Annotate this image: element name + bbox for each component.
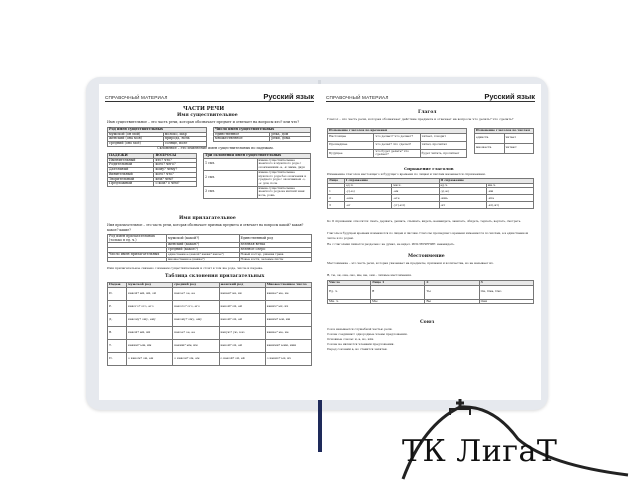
- table-cell: -ешь: [345, 195, 392, 202]
- conjugation-exceptions: Ко II спряжению относятся: гнать, держать, дышать, слышать, видеть, ненавидеть, зависеть, обидеть, терпеть, вертеть, смотреть.: [327, 219, 522, 223]
- table-cell: какой? ой, ей: [219, 300, 265, 313]
- left-page: [99, 84, 320, 400]
- table-cell: В.: [108, 326, 127, 339]
- table-cell: каким? ым, им: [127, 339, 173, 352]
- table-cell: 2: [328, 195, 345, 202]
- table-cell: I спряжение: [345, 179, 440, 184]
- tense-note: Глаголы в будущем времени изменяются по лицам и числам. Глаголы прошедшего времени изменяются по числам, а в единственном числе и по родам.: [327, 231, 529, 240]
- conjugation-note: Изменение глаголов настоящего и будущего времени по лицам и числам называется спряжением.: [327, 172, 486, 176]
- conjugation-title: Спряжение глаголов: [404, 166, 454, 171]
- table-cell: 3: [328, 202, 345, 209]
- table-cell: какой? ой, ей: [219, 339, 265, 352]
- table-cell: реки, дома: [270, 137, 311, 142]
- table-cell: Лицо: [328, 179, 345, 184]
- case-table: [107, 153, 197, 187]
- table-cell: мужской (он мой): [108, 132, 164, 137]
- table-cell: Винительный: [108, 172, 154, 177]
- verb-definition: Глагол – это часть речи, которая обозначает действие предмета и отвечает на вопросы что делать? что сделать?: [327, 117, 514, 121]
- conjugation-table: [327, 178, 534, 209]
- table-cell: Они: [479, 299, 533, 304]
- ne-note: Не с глаголами пишется раздельно: не думал, не видел. ИСКЛЮЧЕНИЕ: ненавидеть.: [327, 242, 455, 246]
- table-cell: Единственный род: [239, 235, 312, 243]
- table-cell: 3: [479, 281, 533, 286]
- table-cell: женский род: [219, 283, 265, 288]
- table-cell: мн.ч.: [486, 183, 533, 188]
- table-cell: средний (оно моё): [108, 142, 164, 147]
- table-cell: Я: [371, 285, 425, 299]
- table-cell: что делает? что делают?: [374, 133, 420, 141]
- table-cell: Ты: [425, 285, 479, 299]
- table-cell: ед.ч.: [439, 183, 486, 188]
- table-cell: мужской род: [127, 283, 173, 288]
- table-cell: природа, ночь: [163, 137, 206, 142]
- declension-note: Склонение – это изменение имен существительных по падежам.: [157, 146, 274, 150]
- table-cell: имена существительные мужского рода без окончания и среднего рода с окончанием -о, -е: дом, поле: [257, 170, 311, 186]
- table-cell: что будет делать? что сделает?: [374, 149, 420, 157]
- left-page-header: [105, 91, 314, 102]
- table-cell: -ит: [439, 202, 486, 209]
- table-cell: -ем: [392, 188, 439, 195]
- table-cell: Мн. ч.: [328, 299, 371, 304]
- table-cell: Предложный: [108, 182, 154, 187]
- noun-gender-table: [107, 127, 207, 147]
- table-cell: средний (какое?): [167, 248, 240, 253]
- bookmark-ribbon: [318, 400, 322, 452]
- logo-text: ТК ЛигаТ: [402, 434, 558, 469]
- table-cell: ед.ч.: [345, 183, 392, 188]
- table-cell: имена существительные женского и мужского рода с окончаниями -а, -я: мама, дядя: [257, 158, 311, 170]
- table-cell: какие? ые, ие: [265, 287, 311, 300]
- table-cell: какой? ой, ей: [219, 313, 265, 326]
- left-section-title: ЧАСТИ РЕЧИ: [183, 106, 225, 112]
- adjective-table: [107, 234, 312, 262]
- table-cell: мн.ч.: [392, 183, 439, 188]
- table-cell: какому? ому, ему: [127, 313, 173, 326]
- table-cell: читает, говорит: [420, 133, 466, 141]
- left-header-label: СПРАВОЧНЫЙ МАТЕРИАЛ: [105, 95, 168, 100]
- noun-gender-head: Род имен существительных: [108, 128, 207, 133]
- adjective-note: Имя прилагательное связано с именем существительным и стоит в том же роде, числе и падеже.: [107, 266, 264, 270]
- table-cell: Новые кости, зеленые листы: [239, 257, 312, 262]
- table-cell: Дательный: [108, 168, 154, 173]
- table-cell: какой? ый, ий: [127, 326, 173, 339]
- table-cell: женский (она моя): [108, 137, 164, 142]
- union-line: Основные союзы: и, а, но, или.: [327, 337, 375, 341]
- table-cell: [108, 257, 167, 262]
- table-cell: Он, Она, Оно: [479, 285, 533, 299]
- table-cell: Род имен прилагательных (только в ед. ч.): [108, 235, 167, 243]
- table-cell: -ат(-ят): [486, 202, 533, 209]
- table-cell: 2: [425, 281, 479, 286]
- table-cell: Число: [328, 281, 371, 286]
- left-header-subject: Русский язык: [263, 92, 314, 101]
- table-cell: 2 скл.: [204, 170, 258, 186]
- table-cell: II спряжение: [439, 179, 534, 184]
- pronoun-table: [327, 280, 534, 304]
- table-cell: Ед. ч.: [328, 285, 371, 299]
- noun-number-table: [213, 127, 311, 142]
- table-cell: множественное: [214, 137, 270, 142]
- declension-table-title: Таблица склонения прилагательных: [165, 274, 265, 279]
- table-cell: какими? ыми, ими: [265, 339, 311, 352]
- right-page-header: [326, 91, 535, 102]
- adjective-title: Имя прилагательное: [179, 216, 236, 221]
- table-cell: какие? ые, ие: [265, 326, 311, 339]
- table-cell: Множественное число: [265, 283, 311, 288]
- pronoun-list: Я, ты, он, она, оно, мы, вы, они – личные местоимения.: [327, 273, 412, 277]
- declension-types-head: Три склонения имен существительных: [204, 154, 311, 159]
- verb-number-head: Изменение глаголов по числам: [475, 129, 534, 134]
- table-cell: какой? ый, ий, ой: [127, 287, 173, 300]
- noun-definition: Имя существительное – это часть речи, которая обозначает предмет и отвечает на вопросы кто? или что?: [107, 120, 300, 124]
- table-cell: Именительный: [108, 158, 154, 163]
- table-cell: Творительный: [108, 177, 154, 182]
- noun-number-head: Число имен существительных: [214, 128, 311, 133]
- pronoun-definition: Местоимение – это часть речи, которая указывает на предметы, признаки и количества, но не называет их.: [327, 261, 494, 265]
- table-cell: Будущее: [328, 149, 374, 157]
- right-header-subject: Русский язык: [484, 92, 535, 101]
- table-cell: читает: [504, 133, 534, 143]
- table-cell: единственное (какой? какая? какое?): [167, 252, 240, 257]
- table-cell: средний род: [173, 283, 219, 288]
- table-cell: -ет: [345, 202, 392, 209]
- table-cell: -ут(-ют): [392, 202, 439, 209]
- table-cell: Мы: [371, 299, 425, 304]
- table-cell: читают: [504, 143, 534, 153]
- table-cell: Новый костер, ржаная трава: [239, 252, 312, 257]
- union-line: Союзы соединяют однородные члены предложения.: [327, 332, 408, 336]
- right-header-label: СПРАВОЧНЫЙ МАТЕРИАЛ: [326, 95, 389, 100]
- table-cell: -у(-ю): [345, 188, 392, 195]
- table-cell: каким? ым, им: [173, 339, 219, 352]
- table-cell: имена существительные женского рода на мягкий знак: ночь, рожь: [257, 186, 311, 198]
- table-cell: ВОПРОСЫ: [154, 154, 197, 159]
- table-cell: Число имен прилагательных: [108, 252, 167, 257]
- table-cell: о каком? ом, ем: [127, 352, 173, 365]
- adjective-declension-table: [107, 282, 312, 366]
- table-cell: женский (какая?): [167, 243, 240, 248]
- verb-tense-head: Изменение глаголов по временам: [328, 129, 467, 134]
- table-cell: множественное (какие?): [167, 257, 240, 262]
- table-cell: какого? ого, его: [173, 300, 219, 313]
- table-cell: о ком? о чём?: [154, 182, 197, 187]
- table-cell: кого? что?: [154, 172, 197, 177]
- union-title: Союз: [420, 320, 435, 325]
- union-line: Перед союзами а, но ставится запятая.: [327, 347, 388, 351]
- table-cell: зеленая ветка: [239, 243, 312, 248]
- table-cell: 1 скл.: [204, 158, 258, 170]
- table-cell: -ишь: [439, 195, 486, 202]
- table-cell: зеленое озеро: [239, 248, 312, 253]
- table-cell: единственное: [214, 132, 270, 137]
- verb-title: Глагол: [418, 110, 437, 115]
- table-cell: молоко, шар: [163, 132, 206, 137]
- union-definition: Союз называется служебной частью речи.: [327, 327, 393, 331]
- table-cell: о какой? ой, ей: [219, 352, 265, 365]
- table-cell: какого? ого, его: [127, 300, 173, 313]
- union-line: Союзы не являются членами предложения.: [327, 342, 395, 346]
- table-cell: И.: [108, 287, 127, 300]
- table-cell: будет читать, прочитает: [420, 149, 466, 157]
- table-cell: Р.: [108, 300, 127, 313]
- table-cell: Прошедшее: [328, 141, 374, 149]
- table-cell: П.: [108, 352, 127, 365]
- table-cell: -ете: [392, 195, 439, 202]
- table-cell: -им: [486, 188, 533, 195]
- verb-tense-table: [327, 128, 467, 158]
- table-cell: о каких? ых, их: [265, 352, 311, 365]
- table-cell: Падеж: [108, 283, 127, 288]
- table-cell: река, дом: [270, 132, 311, 137]
- noun-title: Имя существительное: [177, 113, 238, 118]
- table-cell: какому? ому, ему: [173, 313, 219, 326]
- table-cell: Настоящее: [328, 133, 374, 141]
- table-cell: ПАДЕЖИ: [108, 154, 154, 159]
- table-cell: Д.: [108, 313, 127, 326]
- table-cell: единств.: [475, 133, 505, 143]
- table-cell: 3 скл.: [204, 186, 258, 198]
- pronoun-title: Местоимение: [408, 254, 445, 259]
- table-cell: какую? ую, юю: [219, 326, 265, 339]
- table-cell: Вы: [425, 299, 479, 304]
- table-cell: -ите: [486, 195, 533, 202]
- table-cell: кого? чего?: [154, 163, 197, 168]
- table-cell: какая? ая, яя: [219, 287, 265, 300]
- verb-number-table: [474, 128, 534, 154]
- table-cell: -у(-ю): [439, 188, 486, 195]
- table-cell: какое? ое, ее: [173, 287, 219, 300]
- table-cell: солнце, поле: [163, 142, 206, 147]
- table-cell: 1: [328, 188, 345, 195]
- table-cell: читал, прочитал: [420, 141, 466, 149]
- table-cell: мужской (какой?): [167, 235, 240, 243]
- declension-types-table: [203, 153, 311, 199]
- table-cell: каким? ым, им: [265, 313, 311, 326]
- right-page: [320, 84, 541, 400]
- table-cell: Родительный: [108, 163, 154, 168]
- adjective-definition: Имя прилагательное – это часть речи, которая обозначает признак предмета и отвечает на вопросы какой? какая? какое? какие?: [107, 223, 304, 232]
- table-cell: Т.: [108, 339, 127, 352]
- table-cell: какое? ое, ее: [173, 326, 219, 339]
- table-cell: Лицо 1: [371, 281, 425, 286]
- table-cell: что делал? что сделал?: [374, 141, 420, 149]
- table-cell: множеств.: [475, 143, 505, 153]
- table-cell: кто? что?: [154, 158, 197, 163]
- table-cell: каких? ых, их: [265, 300, 311, 313]
- table-cell: о каком? ом, ем: [173, 352, 219, 365]
- table-cell: кому? чему?: [154, 168, 197, 173]
- table-cell: кем? чем?: [154, 177, 197, 182]
